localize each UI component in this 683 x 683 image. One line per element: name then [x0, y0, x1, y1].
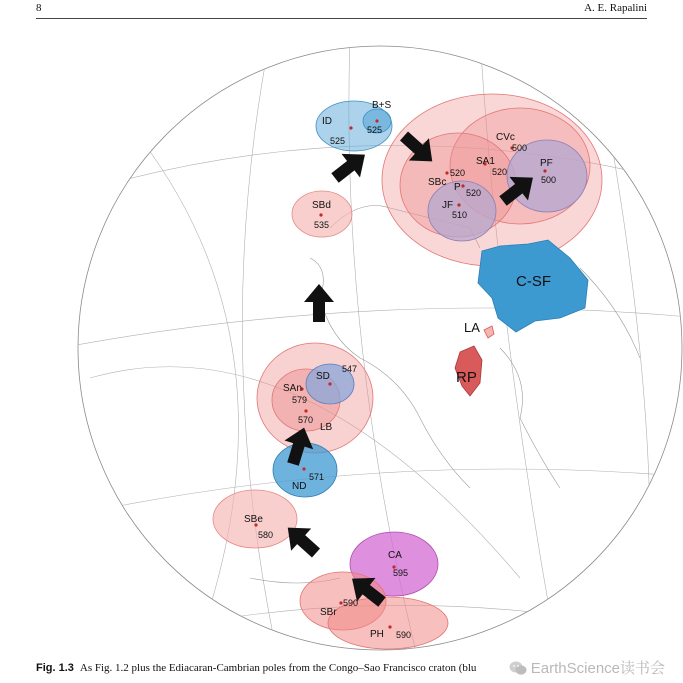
label-jf-age: 510: [452, 210, 468, 220]
pole-id: [349, 126, 352, 129]
figure-number: Fig. 1.3: [36, 662, 74, 674]
pole-nd: [302, 467, 305, 470]
pole-lb: [304, 409, 307, 412]
caption-text: As Fig. 1.2 plus the Ediacaran-Cambrian poles from the Congo–Sao Francisco craton (blu: [79, 662, 477, 674]
label-sd-age: 547: [342, 364, 358, 374]
page-header: [36, 2, 647, 19]
pole-pf: [543, 169, 546, 172]
label-jf: JF: [442, 200, 454, 211]
luis-alves-craton: [484, 326, 494, 338]
label-lb-age: 570: [298, 415, 314, 425]
label-sbc: SBc: [428, 177, 447, 188]
label-sbe: SBe: [244, 514, 263, 525]
label-sd: SD: [316, 371, 330, 382]
page-number: 8: [36, 2, 42, 14]
label-sa1: SA1: [476, 156, 495, 167]
label-sa1-age: 520: [492, 167, 508, 177]
label-csf: C-SF: [516, 273, 551, 290]
figure-caption: [36, 662, 516, 674]
label-rp: RP: [456, 369, 477, 386]
label-cvc-age: 500: [512, 143, 528, 153]
pole-p: [461, 184, 464, 187]
pole-sbc: [445, 171, 448, 174]
label-bs-age: 525: [367, 125, 383, 135]
label-ca: CA: [388, 550, 402, 561]
label-la: LA: [464, 320, 480, 335]
label-nd-age: 571: [309, 472, 325, 482]
label-pf: PF: [540, 158, 553, 169]
pole-ph: [388, 625, 391, 628]
watermark: [509, 657, 665, 678]
label-nd: ND: [292, 481, 307, 492]
watermark-text: EarthScience读书会: [530, 660, 665, 677]
label-pf-age: 500: [541, 175, 557, 185]
label-cvc: CVc: [496, 132, 515, 143]
label-ph: PH: [370, 629, 384, 640]
label-ca-age: 595: [393, 568, 409, 578]
label-p: P: [454, 182, 461, 193]
pole-bs: [375, 119, 378, 122]
label-bs: B+S: [372, 100, 392, 111]
label-san-age: 579: [292, 395, 308, 405]
pole-jf: [457, 203, 460, 206]
pole-sd: [328, 382, 331, 385]
label-id-age: 525: [330, 136, 346, 146]
label-sbd-age: 535: [314, 220, 330, 230]
label-id: ID: [322, 116, 332, 127]
label-ph-age: 590: [396, 630, 412, 640]
label-sbe-age: 580: [258, 530, 274, 540]
label-san: SAn: [283, 383, 302, 394]
label-sbc-age: 520: [450, 168, 466, 178]
label-sbr: SBr: [320, 607, 337, 618]
wechat-icon: [509, 660, 527, 676]
running-author: A. E. Rapalini: [584, 2, 647, 14]
paleopole-figure: [0, 18, 683, 658]
arrow-to-sbd: [304, 284, 334, 322]
label-sbr-age: 590: [343, 598, 359, 608]
pole-sbd: [319, 213, 322, 216]
label-lb: LB: [320, 422, 333, 433]
label-sbd: SBd: [312, 200, 331, 211]
label-p-age: 520: [466, 188, 482, 198]
